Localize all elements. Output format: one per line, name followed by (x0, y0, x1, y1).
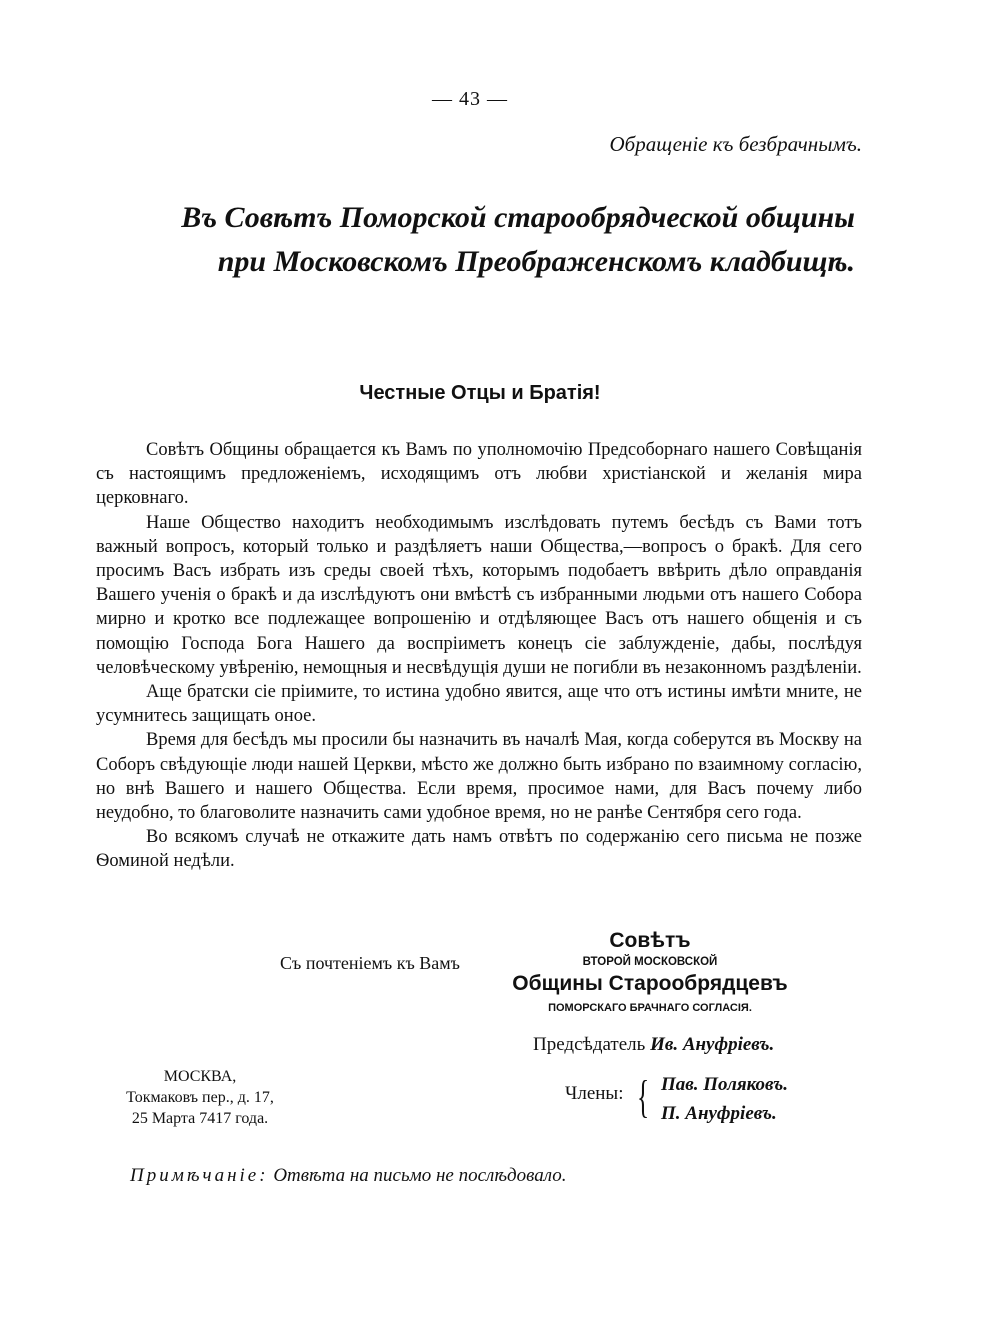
members-label: Члены: (565, 1083, 624, 1104)
letter-date: 25 Марта 7417 года. (131, 1110, 269, 1127)
address-line-1: Въ Совѣтъ Поморской старообрядческой общины (181, 201, 855, 234)
street-address: Токмаковъ пер., д. 17, (126, 1089, 274, 1106)
members-names (661, 1070, 788, 1128)
org-line-4: ПОМОРСКАГО БРАЧНАГО СОГЛАСIЯ. (548, 1002, 752, 1014)
brace-symbol: { (637, 1071, 650, 1122)
address-heading (181, 196, 855, 284)
address-line-2: при Московскомъ Преображенскомъ кладбищѣ. (217, 245, 855, 278)
letter-body (96, 438, 862, 874)
org-line-3: Общины Старообрядцевъ (512, 972, 788, 995)
chairman-name: Ив. Ануфрiевъ. (650, 1034, 775, 1055)
city: МОСКВА, (163, 1068, 237, 1085)
body-paragraph: Совѣтъ Общины обращается къ Вамъ по уполномочiю Предсоборнаго нашего Совѣщанiя съ настоящимъ предложенiемъ, исходящимъ отъ любви христiанской и желанiя мира церковнаго. (96, 440, 862, 509)
closing-phrase: Съ почтенiемъ къ Вамъ (280, 953, 460, 973)
chairman-label: Предсѣдатель (533, 1034, 646, 1055)
section-heading: Обращенiе къ безбрачнымъ. (609, 132, 862, 156)
org-line-2: ВТОРОЙ МОСКОВСКОЙ (582, 956, 718, 968)
page-number: — 43 — (432, 88, 508, 110)
place-date (100, 1066, 300, 1129)
body-paragraph: Время для бесѣдъ мы просили бы назначить въ началѣ Мая, когда соберутся въ Москву на Соборъ свѣдующiе люди нашей Церкви, мѣсто же должно быть избрано по взаимному согласiю, но внѣ Вашего и нашего Общества. Если время, просимое нами, для Васъ почему либо неудобно, то благоволите назначить сами удобное время, но не ранѣе Сентября сего года. (96, 730, 862, 824)
note-label: Примѣчанiе: (130, 1165, 269, 1186)
body-paragraph: Наше Общество находитъ необходимымъ изслѣдовать путемъ бесѣдъ съ Вами тотъ важный вопросъ, который только и раздѣляетъ наши Общества,—вопросъ о бракѣ. Для сего просимъ Васъ избрать изъ среды своей тѣхъ, которымъ подобаетъ ввѣрить дѣло оправданiя Вашего ученiя о бракѣ и да изслѣдуютъ они вмѣстѣ съ избранными людьми отъ нашего Собора мирно и кротко все подлежащее вопрошенiю и отдѣляющее Васъ отъ нашего общенiя и съ помощiю Господа Бога Нашего да воспрiиметъ конецъ сiе заблужденiе, дабы, послѣдуя человѣческому увѣренiю, немощныя и несвѣдущiя души не погибли въ незаконномъ раздѣленiи. (96, 512, 862, 678)
footnote (130, 1165, 567, 1187)
member-name: Пав. Поляковъ. (661, 1074, 789, 1095)
salutation: Честные Отцы и Братiя! (359, 382, 601, 404)
chairman-signature (533, 1034, 774, 1056)
body-paragraph: Аще братски сiе прiимите, то истина удобно явится, аще что отъ истины имѣти мните, не усумнитесь защищать оное. (96, 682, 862, 727)
body-paragraph: Во всякомъ случаѣ не откажите дать намъ отвѣтъ по содержанiю сего письма не позже Ѳоминой недѣли. (96, 827, 862, 872)
member-name: П. Ануфрiевъ. (661, 1103, 777, 1124)
organization-signature (500, 928, 800, 1019)
org-line-1: Совѣтъ (609, 929, 691, 952)
note-text: Отвѣта на письмо не послѣдовало. (273, 1165, 567, 1186)
